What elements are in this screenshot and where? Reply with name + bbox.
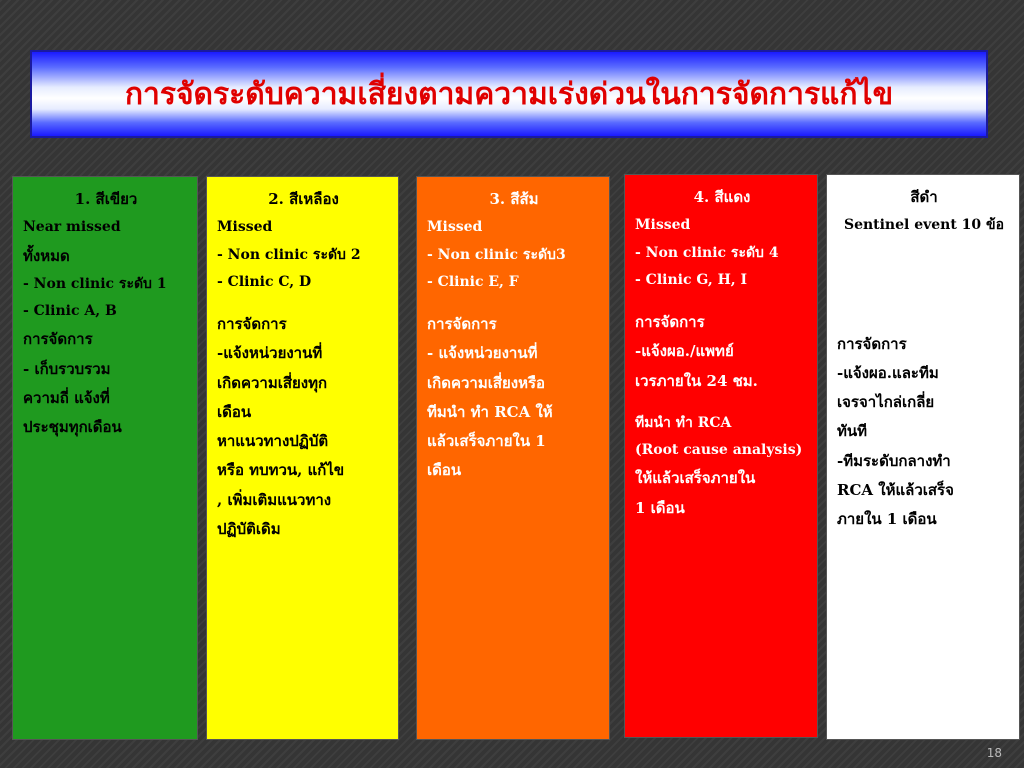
column-heading: 4. สีแดง (693, 188, 751, 206)
column-line: ทันที (837, 422, 868, 441)
column-line: Missed (427, 219, 483, 236)
column-line: ทีมนำ ทำ RCA ให้ (427, 402, 553, 421)
column-line: เดือน (427, 461, 462, 480)
column-line: - Clinic C, D (217, 273, 312, 290)
column-line: เกิดความเสี่ยงหรือ (427, 373, 546, 392)
column-line: - แจ้งหน่วยงานที่ (427, 344, 538, 363)
column-line: -ทีมระดับกลางทำ (837, 451, 951, 470)
column-line: หรือ ทบทวน, แก้ไข (217, 461, 345, 480)
column-line: เวรภายใน 24 ชม. (635, 371, 758, 390)
column-heading: 2. สีเหลือง (268, 190, 339, 208)
column-line: - Non clinic ระดับ3 (427, 246, 566, 263)
column-line: ความถี่ แจ้งที่ (23, 388, 110, 407)
column-line: เดือน (217, 402, 252, 421)
column-line: - Non clinic ระดับ 2 (217, 246, 361, 263)
page-number: 18 (986, 746, 1002, 760)
column-line: การจัดการ (217, 315, 287, 334)
column-line: RCA ให้แล้วเสร็จ (837, 480, 954, 499)
column-line: การจัดการ (837, 334, 907, 353)
column-line: - Non clinic ระดับ 1 (23, 275, 167, 292)
column-line: - Clinic A, B (23, 303, 117, 320)
column-line: เกิดความเสี่ยงทุก (217, 373, 328, 392)
column-line: 1 เดือน (635, 498, 685, 517)
column-line: -แจ้งผอ.และทีม (837, 363, 939, 382)
column-line: - Clinic E, F (427, 273, 519, 290)
column-line: ทีมนำ ทำ RCA (635, 414, 732, 431)
column-line: Near missed (23, 219, 121, 236)
column-line: ให้แล้วเสร็จภายใน (635, 469, 756, 488)
column-line: -แจ้งหน่วยงานที่ (217, 344, 323, 363)
column-heading: 3. สีส้ม (489, 190, 539, 208)
column-line: , เพิ่มเติมแนวทาง (217, 490, 332, 509)
column-line: (Root cause analysis) (635, 442, 803, 459)
column-line: Missed (217, 219, 273, 236)
column-line: ประชุมทุกเดือน (23, 418, 122, 437)
column-line: เจรจาไกล่เกลี่ย (837, 393, 935, 412)
column-line: การจัดการ (23, 330, 93, 349)
column-line: ทั้งหมด (23, 246, 70, 265)
column-line: ภายใน 1 เดือน (837, 510, 937, 529)
column-line: การจัดการ (635, 313, 705, 332)
risk-level-green-column (12, 176, 198, 740)
column-line: Missed (635, 217, 691, 234)
column-line: -แจ้งผอ./แพทย์ (635, 342, 734, 361)
column-line: - Non clinic ระดับ 4 (635, 244, 779, 261)
column-line: หาแนวทางปฏิบัติ (217, 432, 329, 451)
column-line: การจัดการ (427, 315, 497, 334)
column-line: แล้วเสร็จภายใน 1 (427, 432, 546, 451)
title-banner (30, 50, 988, 138)
column-heading: 1. สีเขียว (74, 190, 138, 208)
risk-level-yellow-column (206, 176, 399, 740)
column-line: Sentinel event 10 ข้อ (843, 217, 1005, 234)
risk-level-orange-column (416, 176, 610, 740)
column-line: - Clinic G, H, I (635, 271, 748, 288)
column-heading: สีดำ (910, 188, 938, 206)
risk-level-red-column (624, 174, 818, 738)
risk-level-black-column (826, 174, 1020, 740)
column-line: - เก็บรวบรวม (23, 359, 111, 378)
column-line: ปฏิบัติเดิม (217, 519, 281, 538)
slide-title: การจัดระดับความเสี่ยงตามความเร่งด่วนในการจัดการแก้ไข (124, 76, 894, 112)
